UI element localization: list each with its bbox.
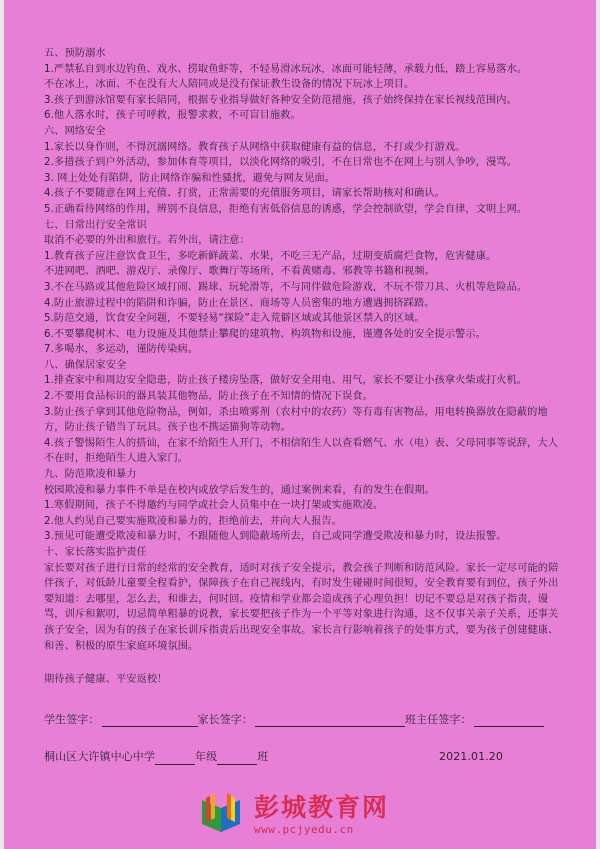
section-paragraph: 3.防止孩子拿到其他危险物品，例如，杀虫喷雾剂（农村中的农药）等有毒有害物品，用电转换器放在隐蔽的地方，防止孩子错当了玩具。孩子也不携运猫狗等动物。 bbox=[44, 406, 548, 434]
section-line: 2.不要用食品标识的器具装其他物品，防止孩子在不知情的情况下误食。 bbox=[44, 391, 373, 403]
watermark-title: 彭城教育网 bbox=[254, 792, 390, 822]
section-heading: 六、网络安全 bbox=[44, 125, 106, 137]
site-watermark bbox=[196, 789, 436, 839]
section-heading: 八、确保居家安全 bbox=[44, 359, 127, 371]
section-heading: 九、防范欺凌和暴力 bbox=[44, 469, 137, 481]
section-paragraph: 4.孩子警惕陌生人的搭讪，在家不给陌生人开门，不相信陌生人以查看燃气、水（电）表、父母同事等说辞，大人不在时，拒绝陌生人进入家门。 bbox=[44, 437, 559, 465]
school-name: 桐山区大许镇中心中学 bbox=[44, 750, 155, 764]
section-line: 3.孩子到游泳馆要有家长陪同，根据专业指导做好各种安全防范措施，孩子始终保持在家长视线范围内。 bbox=[44, 94, 517, 106]
section-travel bbox=[44, 218, 560, 358]
section-line: 取消不必要的外出和旅行。若外出，请注意： bbox=[44, 235, 250, 247]
parent-signature-label: 家长签字： bbox=[197, 712, 253, 726]
document-sheet bbox=[4, 0, 596, 849]
section-line: 4.孩子不要随意在网上充值、打赏，正常需要的充值服务项目，请家长帮助核对和确认。 bbox=[44, 188, 445, 200]
section-line: 不在冰上，冰面、不在没有大人陪同或是没有保证教生设备的情况下玩冰上项目。 bbox=[44, 79, 415, 91]
signature-row bbox=[44, 712, 560, 728]
section-line: 2.多措孩子到户外活动，参加体育等项目，以淡化网络的吸引，不在日常也不在网上与别人争吵，漫骂。 bbox=[44, 157, 517, 169]
grade-label: 年级 bbox=[195, 750, 218, 764]
section-line: 5.正确看待网络的作用，辨别不良信息，拒绝有害低俗信息的诱惑，学会控制欲望，学会自律，文明上网。 bbox=[44, 203, 528, 215]
section-line: 1.家长以身作则，不得沉溺网络。教育孩子从网络中获取健康有益的信息，不打或少打游戏。 bbox=[44, 141, 466, 153]
section-paragraph: 家长要对孩子进行日常的经常的安全教育，适时对孩子安全提示，教会孩子判断和防范风险。家长一定尽可能的陪伴孩子，对低龄儿童要全程看护，保障孩子在自己视线内，有时发生碰碰时间很短，安全教育要有到位，孩子外出要知道：去哪里，怎么去，和谁去，何时回。疫情和学业都会造成孩子心理负担！切记不要总是对孩子指责，谩骂，训斥和絮叨，切忌简单粗暴的说教，家长要把孩子作为一个平等对象进行沟通，这不仅事关亲子关系，还事关孩子安全，因为有的孩子在家长训斥指责后出现安全事故。家长言行影响着孩子的处事方式，要为孩子创建健康、和善、积极的原生家庭环境氛围。 bbox=[44, 562, 559, 652]
section-line: 4.防止旅游过程中的陷阱和诈骗，防止在景区、商场等人员密集的地方遭遇拥挤踩踏。 bbox=[44, 297, 435, 309]
section-line: 3.不在马路或其他危险区域打闹、踢球、玩轮滑等，不与同伴做危险游戏，不玩不带刀具、火机等危险品。 bbox=[44, 281, 528, 293]
section-line: 1.排查家中和周边安全隐患，防止孩子楼房坠落，做好安全用电、用气，家长不要让小孩拿火柴或打火机。 bbox=[44, 375, 528, 387]
section-line: 6.他人落水时，孩子可呼救，报警求救，不可盲目施救。 bbox=[44, 110, 301, 122]
grade-field[interactable] bbox=[155, 752, 195, 765]
section-line: 3.预见可能遭受欺凌和暴力时，不跟随他人到隐蔽场所去，自己或同学遭受欺凌和暴力时，设法报警。 bbox=[44, 531, 507, 543]
section-line: 2.他人约见自己要实施欺凌和暴力的，拒绝前去，并向大人报告。 bbox=[44, 515, 342, 527]
watermark-url: www.pcjyedu.cn bbox=[254, 822, 354, 836]
class-field[interactable] bbox=[217, 752, 257, 765]
section-line: 6.不要攀爬树木、电力设施及其他禁止攀爬的建筑物、构筑物和设施，谨遵各处的安全提示警示。 bbox=[44, 328, 486, 340]
section-line: 1.寒假期间，孩子不得邀约与同学或社会人员集中在一块打架或实施欺凌。 bbox=[44, 500, 384, 512]
book-logo-icon bbox=[196, 792, 246, 836]
section-line: 1.严禁私自到水边钓鱼、戏水、捞取鱼虾等，不轻易滑冰玩冰，冰面可能轻薄，承载力低，踏上容易落水。 bbox=[44, 63, 528, 75]
section-bullying bbox=[44, 467, 560, 545]
section-line: 校园欺凌和暴力事件不单是在校内或放学后发生的，通过案例来看，有的发生在假期。 bbox=[44, 484, 435, 496]
section-heading: 七、日常出行安全常识 bbox=[44, 219, 147, 231]
document-body bbox=[44, 46, 560, 765]
student-signature-field[interactable] bbox=[102, 714, 198, 727]
closing-wish: 期待孩子健康、平安返校！ bbox=[44, 674, 168, 686]
section-home-safety bbox=[44, 358, 560, 467]
section-network bbox=[44, 124, 560, 218]
student-signature-label: 学生签字： bbox=[44, 712, 100, 726]
footer-row bbox=[44, 749, 560, 765]
section-guardian-duty bbox=[44, 545, 560, 654]
section-line: 3. 网上处处有陷阱，防止网络诈骗和性骚扰，避免与网友见面。 bbox=[44, 172, 336, 184]
section-line: 不进网吧、酒吧、游戏厅、录像厅、歌舞厅等场所，不看黄赌毒、邪教等书籍和视频。 bbox=[44, 266, 435, 278]
parent-signature-field[interactable] bbox=[255, 714, 405, 727]
class-label: 班 bbox=[257, 750, 269, 764]
section-heading: 十、家长落实监护责任 bbox=[44, 547, 147, 558]
teacher-signature-field[interactable] bbox=[474, 714, 544, 727]
document-date: 2021.01.20 bbox=[439, 750, 503, 764]
section-heading: 五、预防溺水 bbox=[44, 48, 106, 59]
section-drowning bbox=[44, 46, 560, 124]
section-line: 1.教育孩子应注意饮食卫生，多吃新鲜蔬菜、水果，不吃三无产品，过期变质腐烂食物，危害健康。 bbox=[44, 250, 497, 262]
teacher-signature-label: 班主任签字： bbox=[405, 712, 472, 726]
section-line: 7.多喝水，多运动，谨防传染病。 bbox=[44, 344, 198, 356]
section-line: 5.防范交通，饮食安全问题，不要轻易“探险”走入荒僻区域或其他景区禁入的区域。 bbox=[44, 313, 425, 325]
